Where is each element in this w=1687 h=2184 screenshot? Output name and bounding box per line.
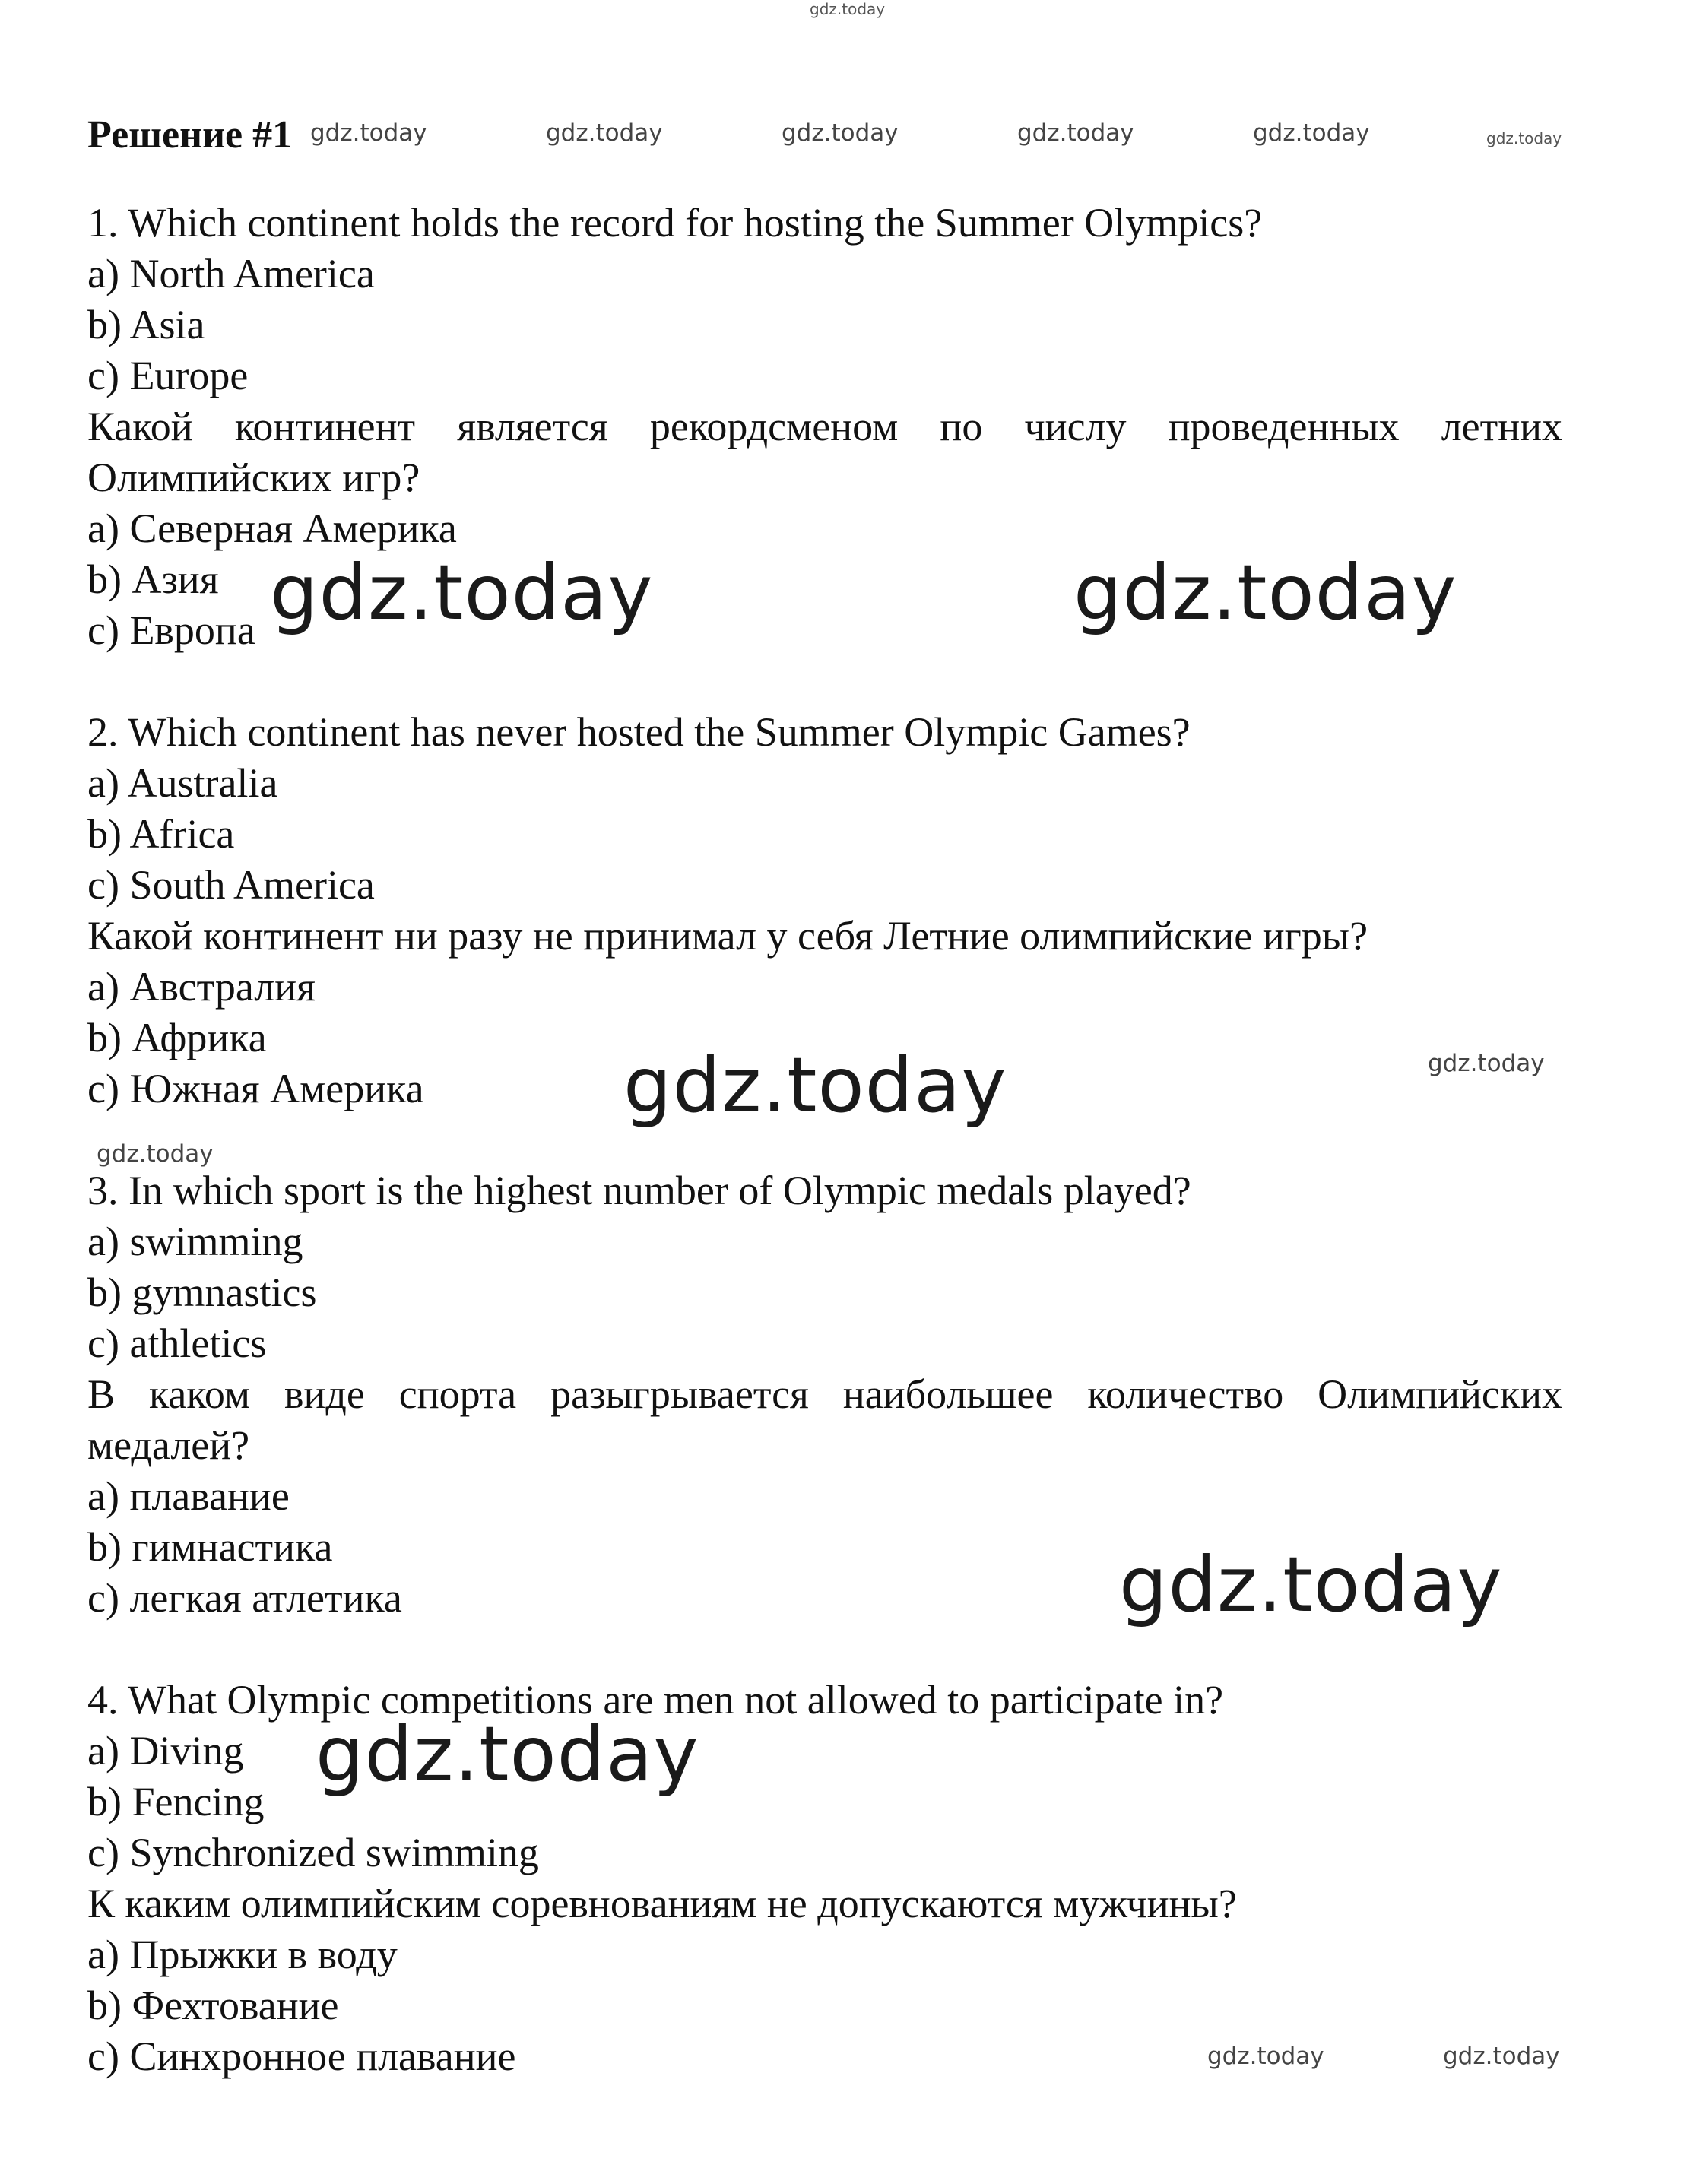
watermark: gdz.today [310,119,427,147]
question-en: 4. What Olympic competitions are men not allowed to participate in? [87,1677,1224,1723]
watermark: gdz.today [1073,548,1457,637]
watermark: gdz.today [97,1140,214,1168]
watermark: gdz.today [1017,119,1134,147]
page-title: Решение #1 [87,113,293,157]
watermark: gdz.today [546,119,663,147]
question-ru: К каким олимпийским соревнованиям не допускаются мужчины? [87,1881,1237,1926]
option: c) Южная Америка [87,1066,424,1111]
watermark: gdz.today [623,1041,1007,1130]
option: a) North America [87,251,375,296]
question-en: 1. Which continent holds the record for hosting the Summer Olympics? [87,200,1263,246]
watermark: gdz.today [1253,119,1370,147]
option: c) легкая атлетика [87,1575,402,1621]
watermark: gdz.today [1428,1050,1545,1077]
question-en: 2. Which continent has never hosted the Summer Olympic Games? [87,709,1191,755]
option: a) плавание [87,1473,290,1519]
option: c) Европа [87,607,255,653]
option: b) Азия [87,556,219,602]
option: b) gymnastics [87,1270,317,1315]
option: b) гимнастика [87,1524,333,1570]
question-ru: Какой континент является рекордсменом по числу проведенных летних Олимпийских игр? [87,404,1562,500]
watermark: gdz.today [1443,2043,1560,2070]
watermark: gdz.today [270,548,654,637]
option: a) swimming [87,1219,303,1264]
question-4 [87,1675,1562,2082]
watermark: gdz.today [1119,1540,1503,1629]
option: a) Прыжки в воду [87,1932,398,1977]
question-ru: Какой континент ни разу не принимал у себя Летние олимпийские игры? [87,913,1368,959]
option: a) Australia [87,760,278,806]
question-en: 3. In which sport is the highest number of Olympic medals played? [87,1168,1191,1213]
option: a) Diving [87,1728,244,1774]
option: c) Europe [87,353,249,398]
watermark: gdz.today [782,119,899,147]
watermark: gdz.today [1486,129,1562,147]
option: c) athletics [87,1320,267,1366]
option: b) Фехтование [87,1983,339,2028]
option: c) South America [87,862,375,908]
question-ru: В каком виде спорта разыгрывается наибольшее количество Олимпийских медалей? [87,1371,1562,1468]
option: a) Северная Америка [87,506,457,551]
option: c) Синхронное плавание [87,2033,516,2079]
option: b) Asia [87,302,205,347]
option: b) Fencing [87,1779,265,1824]
watermark: gdz.today [1207,2043,1324,2070]
watermark: gdz.today [810,0,886,18]
option: b) Africa [87,811,235,857]
watermark: gdz.today [316,1710,699,1799]
option: a) Австралия [87,964,316,1010]
option: b) Африка [87,1015,267,1060]
option: c) Synchronized swimming [87,1830,539,1875]
